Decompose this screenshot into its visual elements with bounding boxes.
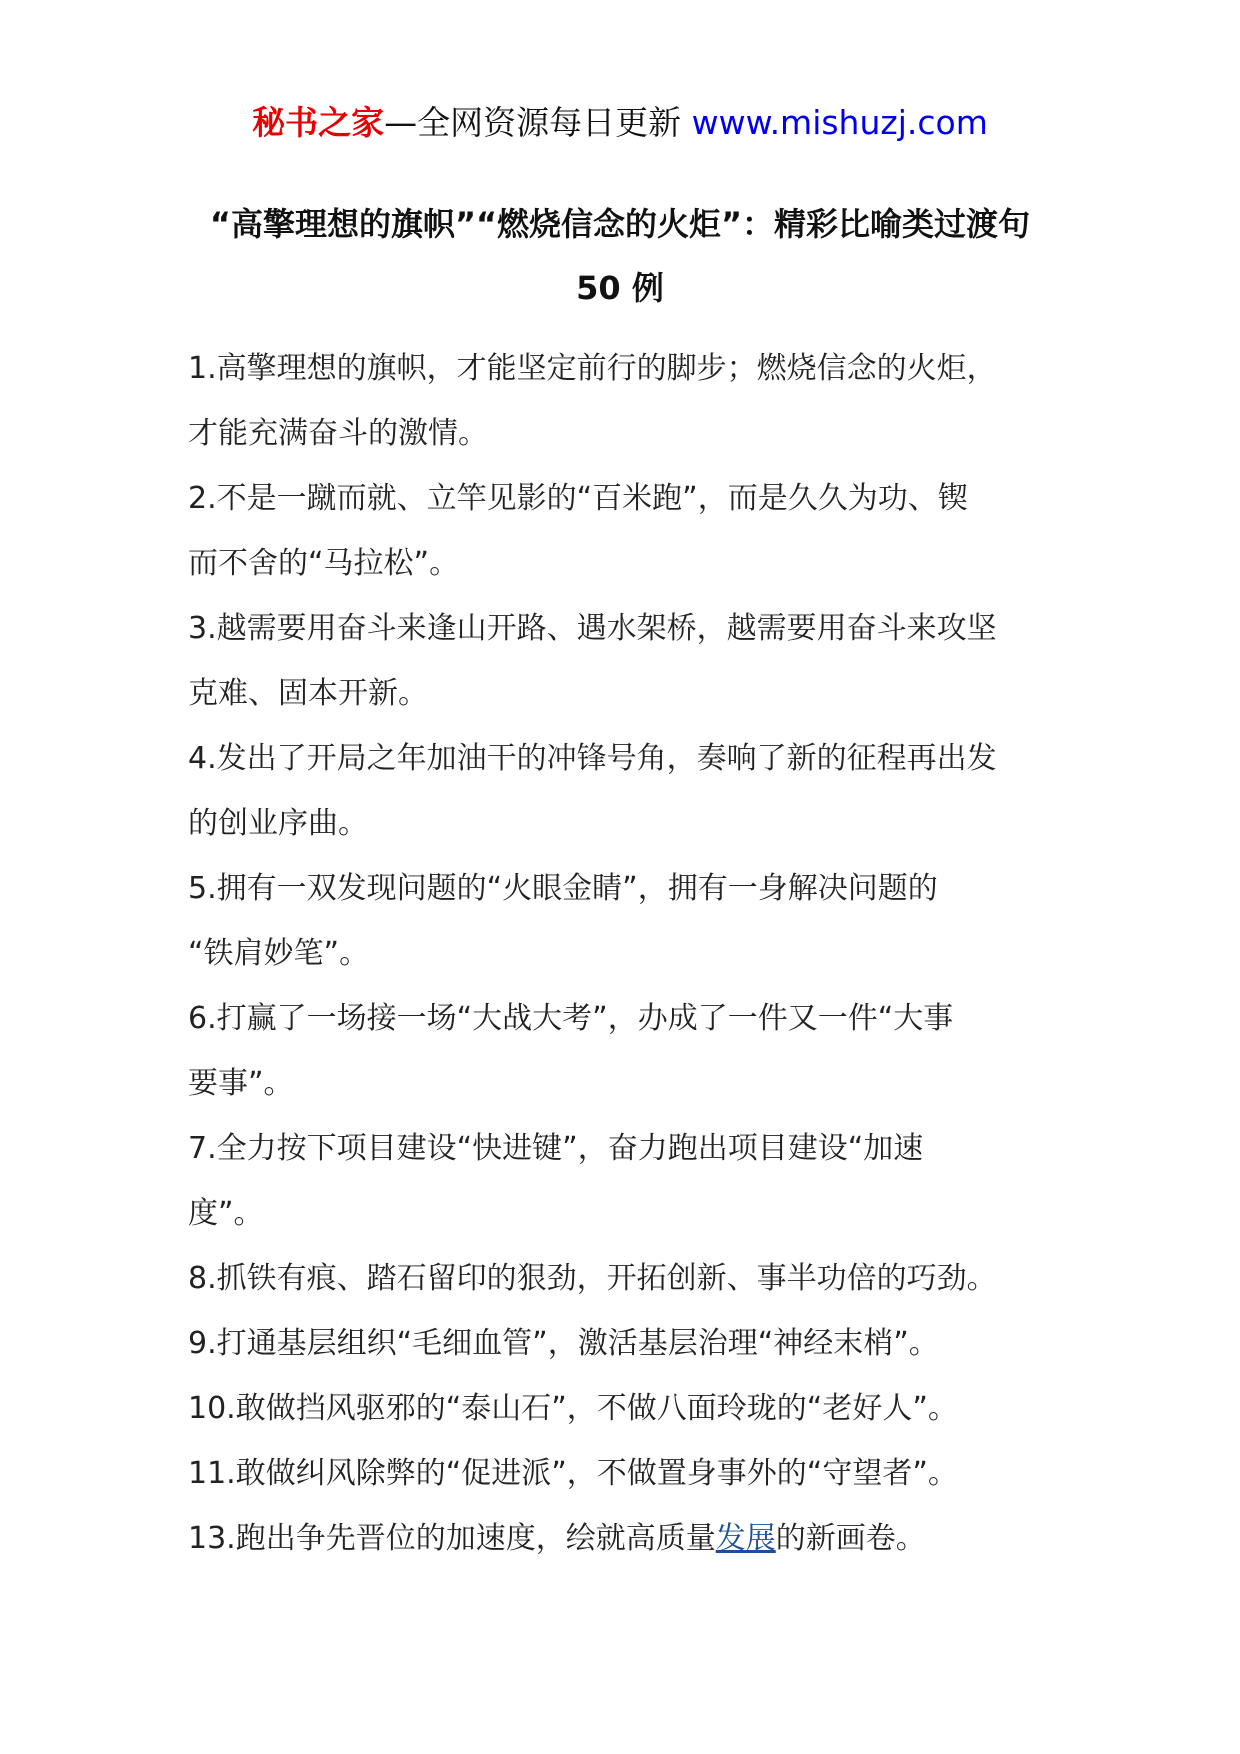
list-item-line: 5.拥有一双发现问题的“火眼金睛”，拥有一身解决问题的 bbox=[188, 871, 938, 906]
list-item bbox=[188, 1116, 1038, 1246]
list-item-line: 而不舍的“马拉松”。 bbox=[188, 546, 460, 581]
site-tagline: —全网资源每日更新 bbox=[384, 103, 692, 142]
list-item-text: 的新画卷。 bbox=[775, 1521, 926, 1556]
list-item-line: 4.发出了开局之年加油干的冲锋号角，奏响了新的征程再出发 bbox=[188, 741, 997, 776]
list-item bbox=[188, 726, 1038, 856]
list-item-line bbox=[188, 1506, 1038, 1571]
list-item-line: 10.敢做挡风驱邪的“泰山石”，不做八面玲珑的“老好人”。 bbox=[188, 1391, 958, 1426]
article-title bbox=[150, 192, 1090, 320]
list-item bbox=[188, 596, 1038, 726]
list-item-text: 13.跑出争先晋位的加速度，绘就高质量 bbox=[188, 1521, 716, 1556]
list-item-line: 11.敢做纠风除弊的“促进派”，不做置身事外的“守望者”。 bbox=[188, 1456, 958, 1491]
site-brand: 秘书之家 bbox=[252, 103, 385, 142]
list-item-line: 1.高擎理想的旗帜，才能坚定前行的脚步；燃烧信念的火炬， bbox=[188, 351, 997, 386]
list-item-line: 9.打通基层组织“毛细血管”，激活基层治理“神经末梢”。 bbox=[188, 1326, 939, 1361]
list-item-line: “铁肩妙笔”。 bbox=[188, 936, 370, 971]
list-item bbox=[188, 1441, 1038, 1506]
list-item-line: 克难、固本开新。 bbox=[188, 676, 428, 711]
list-item bbox=[188, 1246, 1038, 1311]
article-title-line-2: 50 例 bbox=[576, 269, 664, 307]
list-item-line: 7.全力按下项目建设“快进键”，奋力跑出项目建设“加速 bbox=[188, 1131, 924, 1166]
fazhan-link[interactable]: 发展 bbox=[715, 1521, 776, 1556]
article-title-line-1: “高擎理想的旗帜”“燃烧信念的火炬”：精彩比喻类过渡句 bbox=[209, 205, 1031, 243]
list-item-line: 6.打赢了一场接一场“大战大考”，办成了一件又一件“大事 bbox=[188, 1001, 954, 1036]
article-body bbox=[188, 336, 1038, 1571]
list-item-line: 3.越需要用奋斗来逢山开路、遇水架桥，越需要用奋斗来攻坚 bbox=[188, 611, 997, 646]
list-item bbox=[188, 1506, 1038, 1571]
site-header bbox=[0, 100, 1240, 146]
list-item bbox=[188, 1376, 1038, 1441]
list-item bbox=[188, 986, 1038, 1116]
list-item-line: 要事”。 bbox=[188, 1066, 294, 1101]
list-item bbox=[188, 336, 1038, 466]
list-item-line: 8.抓铁有痕、踏石留印的狠劲，开拓创新、事半功倍的巧劲。 bbox=[188, 1261, 997, 1296]
site-url-link[interactable]: www.mishuzj.com bbox=[691, 103, 988, 142]
list-item bbox=[188, 1311, 1038, 1376]
list-item-line: 度”。 bbox=[188, 1196, 264, 1231]
list-item-line: 的创业序曲。 bbox=[188, 806, 368, 841]
list-item bbox=[188, 466, 1038, 596]
list-item-line: 2.不是一蹴而就、立竿见影的“百米跑”，而是久久为功、锲 bbox=[188, 481, 968, 516]
list-item-line: 才能充满奋斗的激情。 bbox=[188, 416, 488, 451]
list-item bbox=[188, 856, 1038, 986]
